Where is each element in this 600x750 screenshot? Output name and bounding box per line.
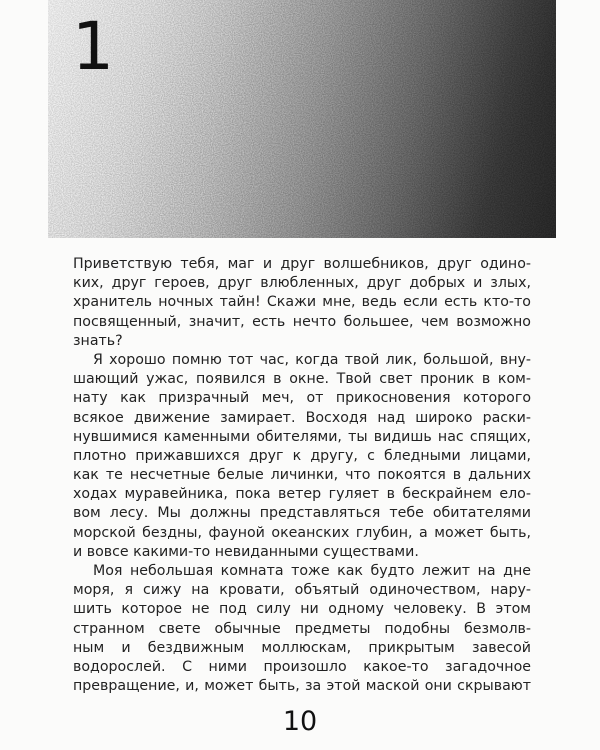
grain-texture: [48, 0, 556, 238]
text-line: морской бездны, фауной океанских глубин, а может быть,: [73, 524, 531, 541]
text-line: и вовсе какими-то невиданными существами.: [73, 543, 419, 560]
paragraph: [73, 255, 531, 351]
text-line: шающий ужас, появился в окне. Твой свет проник в ком-: [73, 371, 531, 388]
text-line: моря, я сижу на кровати, объятый одиночеством, нару-: [73, 582, 531, 599]
text-line: ходах муравейника, пока ветер гуляет в бескрайнем ело-: [73, 486, 531, 503]
text-line: шить которое не под силу ни одному человеку. В этом: [73, 601, 531, 618]
text-line: хранитель ночных тайн! Скажи мне, ведь если есть кто-то: [73, 294, 531, 311]
text-line: нувшимися каменными обителями, ты видишь нас спящих,: [73, 428, 531, 445]
text-line: нату как призрачный меч, от прикосновения которого: [73, 390, 531, 407]
text-line: ным и бездвижным моллюскам, прикрытым завесой: [73, 639, 531, 656]
text-line: вом лесу. Мы должны представляться тебе обитателями: [73, 505, 531, 522]
text-line: превращение, и, может быть, за этой маской они скрывают: [73, 678, 531, 695]
text-line: всякое движение замирает. Восходя над широко раски-: [73, 409, 531, 426]
paragraph: [73, 351, 531, 562]
text-line: Я хорошо помню тот час, когда твой лик, большой, вну-: [93, 351, 531, 368]
text-line: Приветствую тебя, маг и друг волшебников, друг одино-: [73, 256, 531, 272]
text-line: ких, друг героев, друг влюбленных, друг добрых и злых,: [73, 275, 531, 292]
text-line: как те несчетные белые личинки, что покоятся в дальних: [73, 467, 531, 484]
text-line: посвященный, значит, есть нечто большее, чем возможно: [73, 313, 531, 330]
text-line: плотно прижавшихся друг к другу, с бледными лицами,: [73, 447, 531, 464]
text-line: странном свете обычные предметы подобны безмолв-: [73, 620, 531, 637]
page-number: 10: [282, 706, 318, 737]
text-line: знать?: [73, 332, 123, 349]
chapter-number: 1: [72, 8, 112, 85]
text-line: водорослей. С ними произошло какое-то загадочное: [73, 658, 531, 675]
chapter-body-text: [73, 255, 531, 696]
text-line: Моя небольшая комната тоже как будто лежит на дне: [93, 563, 531, 579]
paragraph: [73, 562, 531, 696]
chapter-header-gradient: [48, 0, 556, 238]
